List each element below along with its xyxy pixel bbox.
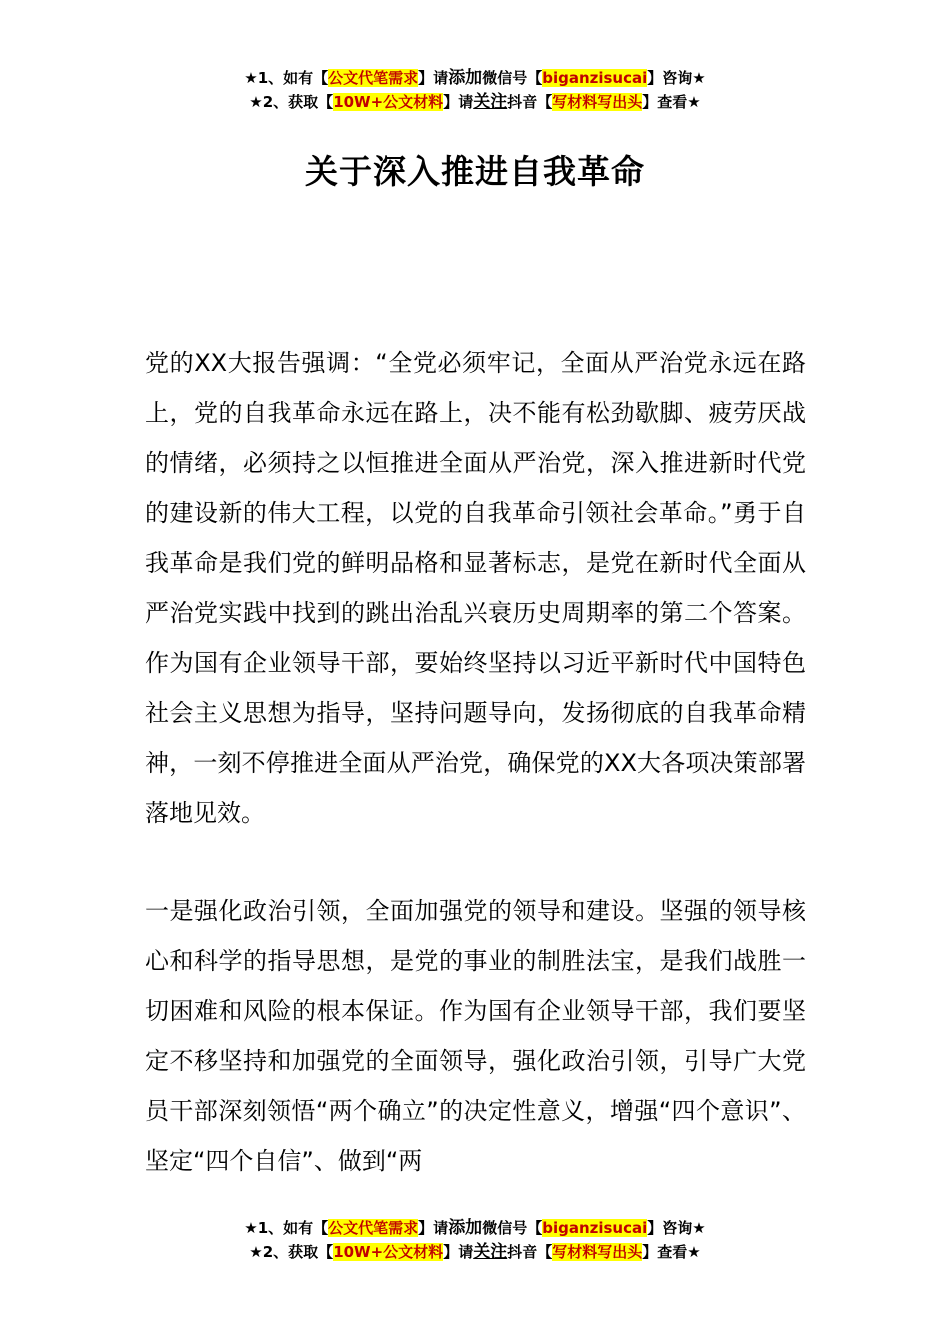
header-line-1-mid2: 微信号【 <box>482 69 543 87</box>
header-line-2-emph: 关注 <box>473 92 508 112</box>
header-line-1-mid1: 】请 <box>418 69 449 87</box>
document-title: 关于深入推进自我革命 <box>305 152 645 191</box>
header-line-1-prefix: ★1、如有【 <box>244 69 329 87</box>
footer-line-2 <box>0 1240 950 1264</box>
body-paragraph-1: 党的XX大报告强调：“全党必须牢记，全面从严治党永远在路上，党的自我革命永远在路上，决不能有松劲歇脚、疲劳厌战的情绪，必须持之以恒推进全面从严治党，深入推进新时代党的建设新的伟大工程，以党的自我革命引领社会革命。”勇于自我革命是我们党的鲜明品格和显著标志，是党在新时代全面从严治党实践中找到的跳出治乱兴衰历史周期率的第二个答案。作为国有企业领导干部，要始终坚持以习近平新时代中国特色社会主义思想为指导，坚持问题导向，发扬彻底的自我革命精神，一刻不停推进全面从严治党，确保党的XX大各项决策部署落地见效。 <box>145 349 806 827</box>
header-line-1-suffix: 】咨询★ <box>647 69 706 87</box>
footer-line-2-emph: 关注 <box>473 1242 508 1262</box>
footer-highlight-service: 公文代笔需求 <box>328 1219 419 1237</box>
header-line-1-emph: 添加 <box>448 68 483 88</box>
header-line-1 <box>0 66 950 90</box>
footer-line-1-mid2: 微信号【 <box>482 1219 543 1237</box>
footer-line-1-suffix: 】咨询★ <box>647 1219 706 1237</box>
header-highlight-materials: 10W+公文材料 <box>333 93 444 111</box>
footer-line-1-prefix: ★1、如有【 <box>244 1219 329 1237</box>
footer-line-1-mid1: 】请 <box>418 1219 449 1237</box>
footer-highlight-wechat-id: biganzisucai <box>542 1219 648 1237</box>
footer-line-2-mid1: 】请 <box>443 1243 474 1261</box>
header-highlight-douyin-account: 写材料写出头 <box>552 93 643 111</box>
header-highlight-wechat-id: biganzisucai <box>542 69 648 87</box>
header-highlight-service: 公文代笔需求 <box>328 69 419 87</box>
footer-line-1-emph: 添加 <box>448 1218 483 1238</box>
footer-highlight-douyin-account: 写材料写出头 <box>552 1243 643 1261</box>
footer-highlight-materials: 10W+公文材料 <box>333 1243 444 1261</box>
footer-banner <box>0 1216 950 1264</box>
header-banner <box>0 66 950 114</box>
footer-line-2-suffix: 】查看★ <box>642 1243 701 1261</box>
footer-line-2-mid2: 抖音【 <box>507 1243 553 1261</box>
footer-line-2-prefix: ★2、获取【 <box>249 1243 334 1261</box>
header-line-2-prefix: ★2、获取【 <box>249 93 334 111</box>
header-line-2-mid1: 】请 <box>443 93 474 111</box>
footer-line-1 <box>0 1216 950 1240</box>
header-line-2-suffix: 】查看★ <box>642 93 701 111</box>
header-line-2-mid2: 抖音【 <box>507 93 553 111</box>
body-paragraph-2: 一是强化政治引领，全面加强党的领导和建设。坚强的领导核心和科学的指导思想，是党的事业的制胜法宝，是我们战胜一切困难和风险的根本保证。作为国有企业领导干部，我们要坚定不移坚持和加强党的全面领导，强化政治引领，引导广大党员干部深刻领悟“两个确立”的决定性意义，增强“四个意识”、坚定“四个自信”、做到“两 <box>145 897 806 1175</box>
header-line-2 <box>0 90 950 114</box>
